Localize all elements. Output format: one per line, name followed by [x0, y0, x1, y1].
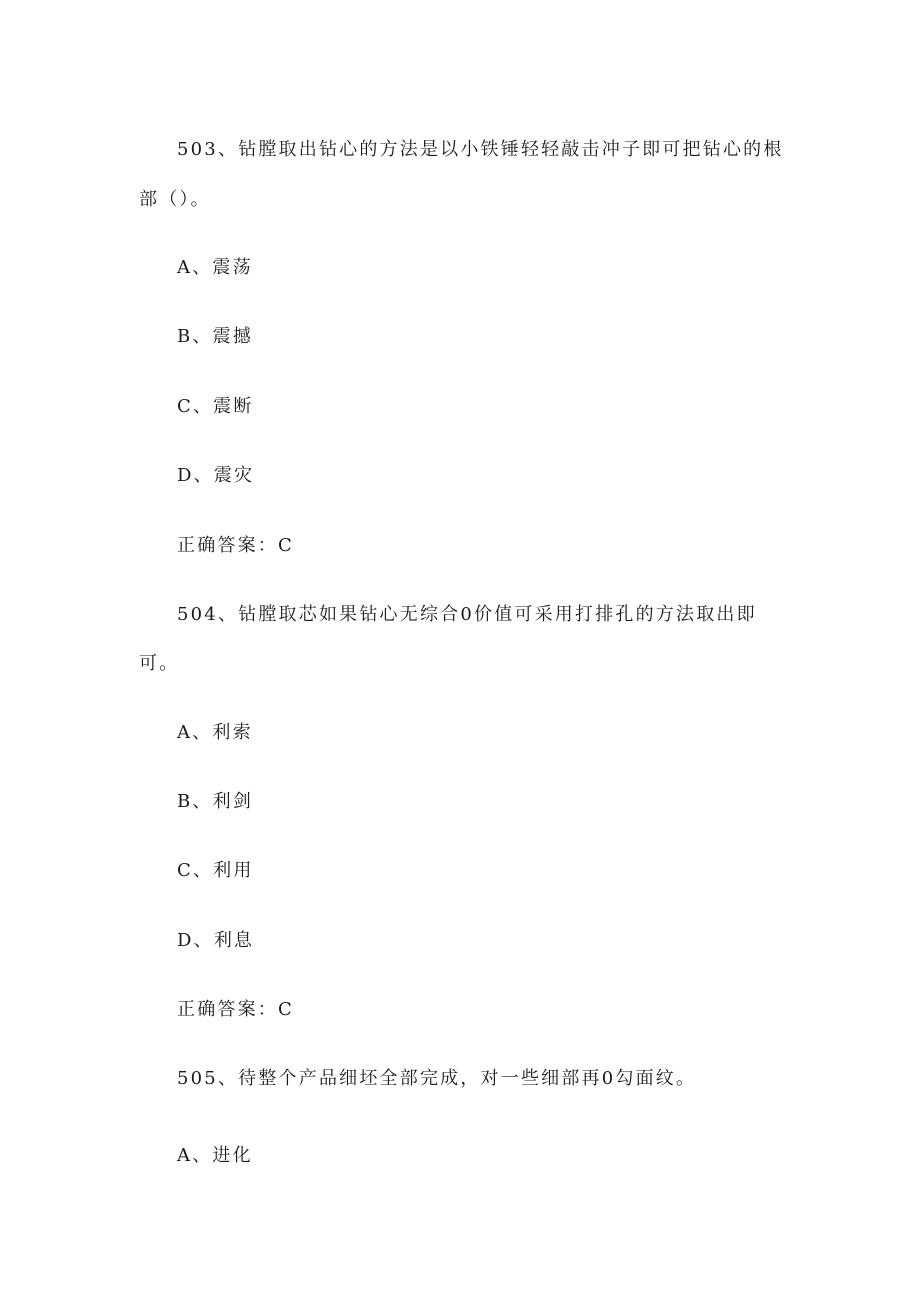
question-505-option-a: A、进化 [177, 1145, 253, 1166]
question-503-stem-line-2: 部（）。 [139, 189, 211, 210]
question-504-option-b: B、利剑 [177, 791, 254, 812]
question-504-stem-line-1: 504、钻膛取芯如果钻心无综合0价值可采用打排孔的方法取出即 [177, 604, 757, 625]
question-503-option-a: A、震荡 [177, 257, 253, 278]
question-504-option-a: A、利索 [177, 722, 253, 743]
question-503-option-b: B、震撼 [177, 326, 254, 347]
question-504-option-d: D、利息 [177, 930, 255, 951]
question-503-option-d: D、震灾 [177, 465, 255, 486]
question-503-option-c: C、震断 [177, 396, 254, 417]
question-504-answer: 正确答案：C [177, 999, 294, 1020]
question-503-stem-line-1: 503、钻膛取出钻心的方法是以小铁锤轻轻敲击冲子即可把钻心的根 [177, 139, 784, 160]
question-505-stem-line-1: 505、待整个产品细坯全部完成，对一些细部再0勾面纹。 [177, 1068, 697, 1089]
question-504-stem-line-2: 可。 [139, 653, 180, 674]
question-503-answer: 正确答案：C [177, 535, 294, 556]
question-504-option-c: C、利用 [177, 860, 254, 881]
